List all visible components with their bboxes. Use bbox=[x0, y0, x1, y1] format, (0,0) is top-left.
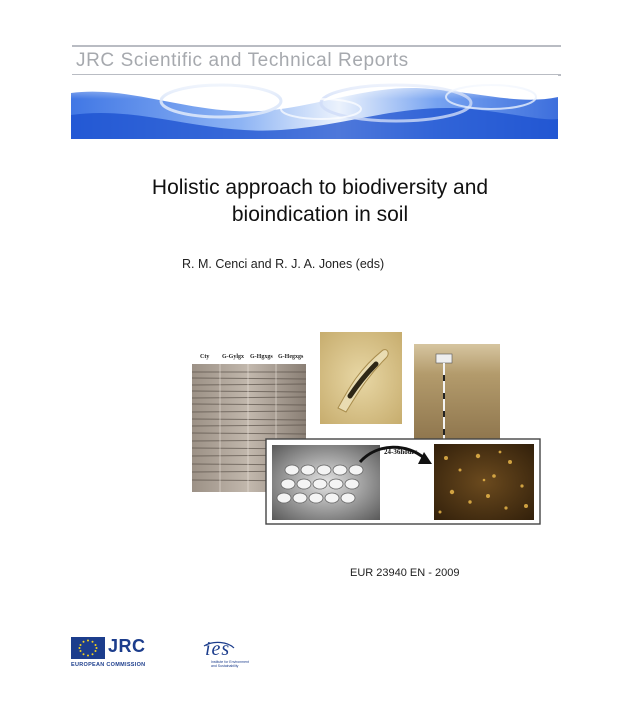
soil-profile-image bbox=[414, 344, 500, 444]
european-commission-label: EUROPEAN COMMISSION bbox=[71, 662, 146, 668]
authors: R. M. Cenci and R. J. A. Jones (eds) bbox=[182, 257, 385, 271]
report-number: EUR 23940 EN - 2009 bbox=[350, 567, 460, 579]
arrow-label: 24-36hours bbox=[384, 448, 418, 456]
ies-logo: ies bbox=[205, 638, 231, 660]
ies-subtext: Institute for Environment and Sustainability bbox=[211, 660, 249, 668]
eu-flag-icon bbox=[71, 637, 105, 659]
soil-micro-image bbox=[434, 444, 534, 520]
gel-lane-label: G-Hgxgs bbox=[250, 354, 273, 360]
series-title: JRC Scientific and Technical Reports bbox=[72, 45, 561, 76]
report-title-line-1: Holistic approach to biodiversity and bbox=[151, 176, 489, 199]
jrc-logo: JRC bbox=[108, 636, 146, 656]
report-title bbox=[90, 174, 550, 228]
larva-image bbox=[320, 332, 402, 424]
image-collage bbox=[188, 330, 544, 527]
banner-graphic bbox=[71, 75, 558, 139]
gel-lane-label: G-Hegxgs bbox=[278, 354, 304, 360]
gel-lane-label: Cty bbox=[200, 354, 210, 360]
gel-lane-label: G-Gylgx bbox=[222, 354, 244, 360]
report-title-line-2: bioindication in soil bbox=[231, 203, 409, 226]
